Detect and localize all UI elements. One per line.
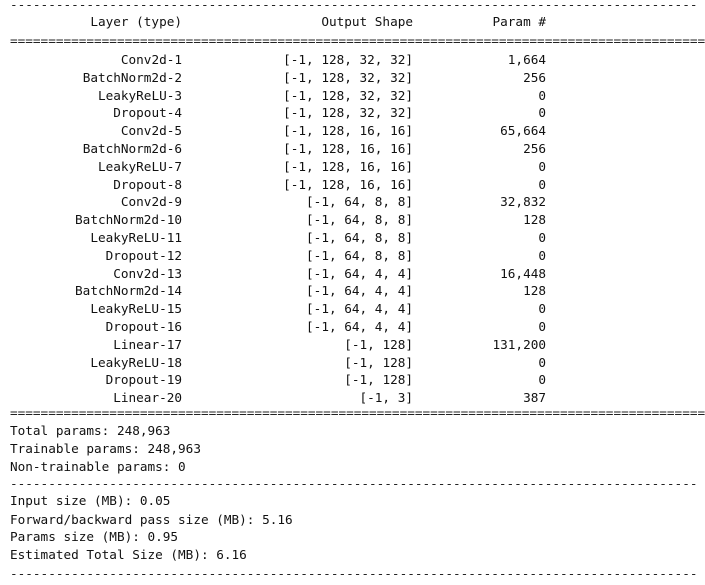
param-count: 256: [523, 69, 546, 85]
table-row: [0, 282, 579, 300]
table-end-rule: ===========================================================================================: [10, 405, 705, 420]
forward-backward-size: Forward/backward pass size (MB): 5.16: [10, 512, 293, 527]
layer-name: LeakyReLU-7: [97, 158, 182, 174]
param-count: 0: [538, 176, 546, 192]
output-shape: [-1, 64, 4, 4]: [306, 283, 413, 299]
table-row: [0, 69, 579, 87]
trainable-params: Trainable params: 248,963: [10, 441, 201, 456]
layer-name: BatchNorm2d-10: [75, 212, 182, 228]
header-rule: ===========================================================================================: [10, 33, 705, 48]
output-shape: [-1, 64, 4, 4]: [306, 319, 413, 334]
table-row: [0, 122, 579, 140]
layer-name: LeakyReLU-15: [90, 301, 182, 317]
param-count: 0: [538, 354, 546, 370]
output-shape: [-1, 128, 32, 32]: [283, 69, 413, 85]
layer-name: Dropout-19: [105, 372, 182, 388]
output-shape: [-1, 64, 8, 8]: [306, 230, 413, 245]
layer-name: LeakyReLU-11: [90, 230, 182, 245]
layer-name: Linear-17: [113, 336, 182, 352]
param-count: 0: [538, 301, 546, 317]
bottom-rule: ------------------------------------------------------------------------------------------: [10, 566, 698, 581]
output-shape: [-1, 64, 8, 8]: [306, 247, 413, 263]
param-count: 0: [538, 319, 546, 334]
layer-name: Conv2d-5: [120, 123, 182, 139]
header-param-count: Param #: [492, 14, 546, 29]
non-trainable-params: Non-trainable params: 0: [10, 459, 186, 474]
layer-name: Conv2d-1: [120, 52, 182, 67]
table-row: [0, 354, 579, 372]
param-count: 65,664: [500, 123, 546, 139]
output-shape: [-1, 64, 4, 4]: [306, 265, 413, 281]
estimated-total-size: Estimated Total Size (MB): 6.16: [10, 547, 247, 562]
table-row: [0, 211, 579, 229]
param-count: 0: [538, 230, 546, 245]
total-params: Total params: 248,963: [10, 423, 171, 438]
header-row: [0, 13, 579, 31]
table-row: [0, 104, 579, 122]
layer-name: Dropout-8: [113, 176, 182, 192]
table-row: [0, 300, 579, 318]
param-count: 0: [538, 87, 546, 103]
layer-name: Dropout-16: [105, 319, 182, 334]
table-row: [0, 158, 579, 176]
table-row: [0, 176, 579, 194]
param-count: 256: [523, 141, 546, 156]
input-size: Input size (MB): 0.05: [10, 493, 171, 508]
top-rule: ------------------------------------------------------------------------------------------: [10, 0, 698, 12]
layer-name: BatchNorm2d-14: [75, 283, 182, 299]
layer-name: BatchNorm2d-2: [82, 69, 182, 85]
param-count: 387: [523, 390, 546, 406]
layer-name: Conv2d-9: [120, 194, 182, 210]
table-row: [0, 247, 579, 265]
param-count: 0: [538, 158, 546, 174]
layer-name: LeakyReLU-3: [97, 87, 182, 103]
output-shape: [-1, 64, 4, 4]: [306, 301, 413, 317]
layer-name: BatchNorm2d-6: [82, 141, 182, 156]
output-shape: [-1, 128]: [344, 354, 413, 370]
table-row: [0, 51, 579, 69]
layer-name: LeakyReLU-18: [90, 354, 182, 370]
param-count: 128: [523, 212, 546, 228]
param-count: 16,448: [500, 265, 546, 281]
header-output-shape: Output Shape: [321, 14, 413, 29]
layer-name: Dropout-12: [105, 247, 182, 263]
layer-name: Conv2d-13: [113, 265, 182, 281]
table-row: [0, 193, 579, 211]
output-shape: [-1, 128, 32, 32]: [283, 52, 413, 67]
output-shape: [-1, 128]: [344, 336, 413, 352]
layer-name: Dropout-4: [113, 105, 182, 121]
table-row: [0, 265, 579, 283]
param-count: 0: [538, 372, 546, 388]
table-row: [0, 318, 579, 336]
output-shape: [-1, 128, 16, 16]: [283, 141, 413, 156]
header-layer: Layer (type): [90, 14, 182, 29]
output-shape: [-1, 128, 16, 16]: [283, 158, 413, 174]
output-shape: [-1, 64, 8, 8]: [306, 194, 413, 210]
layer-name: Linear-20: [113, 390, 182, 406]
table-row: [0, 229, 579, 247]
param-count: 32,832: [500, 194, 546, 210]
output-shape: [-1, 128, 32, 32]: [283, 87, 413, 103]
table-row: [0, 140, 579, 158]
output-shape: [-1, 128, 32, 32]: [283, 105, 413, 121]
params-size: Params size (MB): 0.95: [10, 529, 179, 544]
output-shape: [-1, 128, 16, 16]: [283, 176, 413, 192]
table-row: [0, 87, 579, 105]
output-shape: [-1, 64, 8, 8]: [306, 212, 413, 228]
table-row: [0, 371, 579, 389]
output-shape: [-1, 128, 16, 16]: [283, 123, 413, 139]
params-end-rule: ------------------------------------------------------------------------------------------: [10, 476, 698, 491]
param-count: 0: [538, 105, 546, 121]
param-count: 0: [538, 247, 546, 263]
table-row: [0, 336, 579, 354]
param-count: 128: [523, 283, 546, 299]
output-shape: [-1, 3]: [359, 390, 413, 406]
param-count: 1,664: [507, 52, 546, 67]
param-count: 131,200: [492, 336, 546, 352]
output-shape: [-1, 128]: [344, 372, 413, 388]
